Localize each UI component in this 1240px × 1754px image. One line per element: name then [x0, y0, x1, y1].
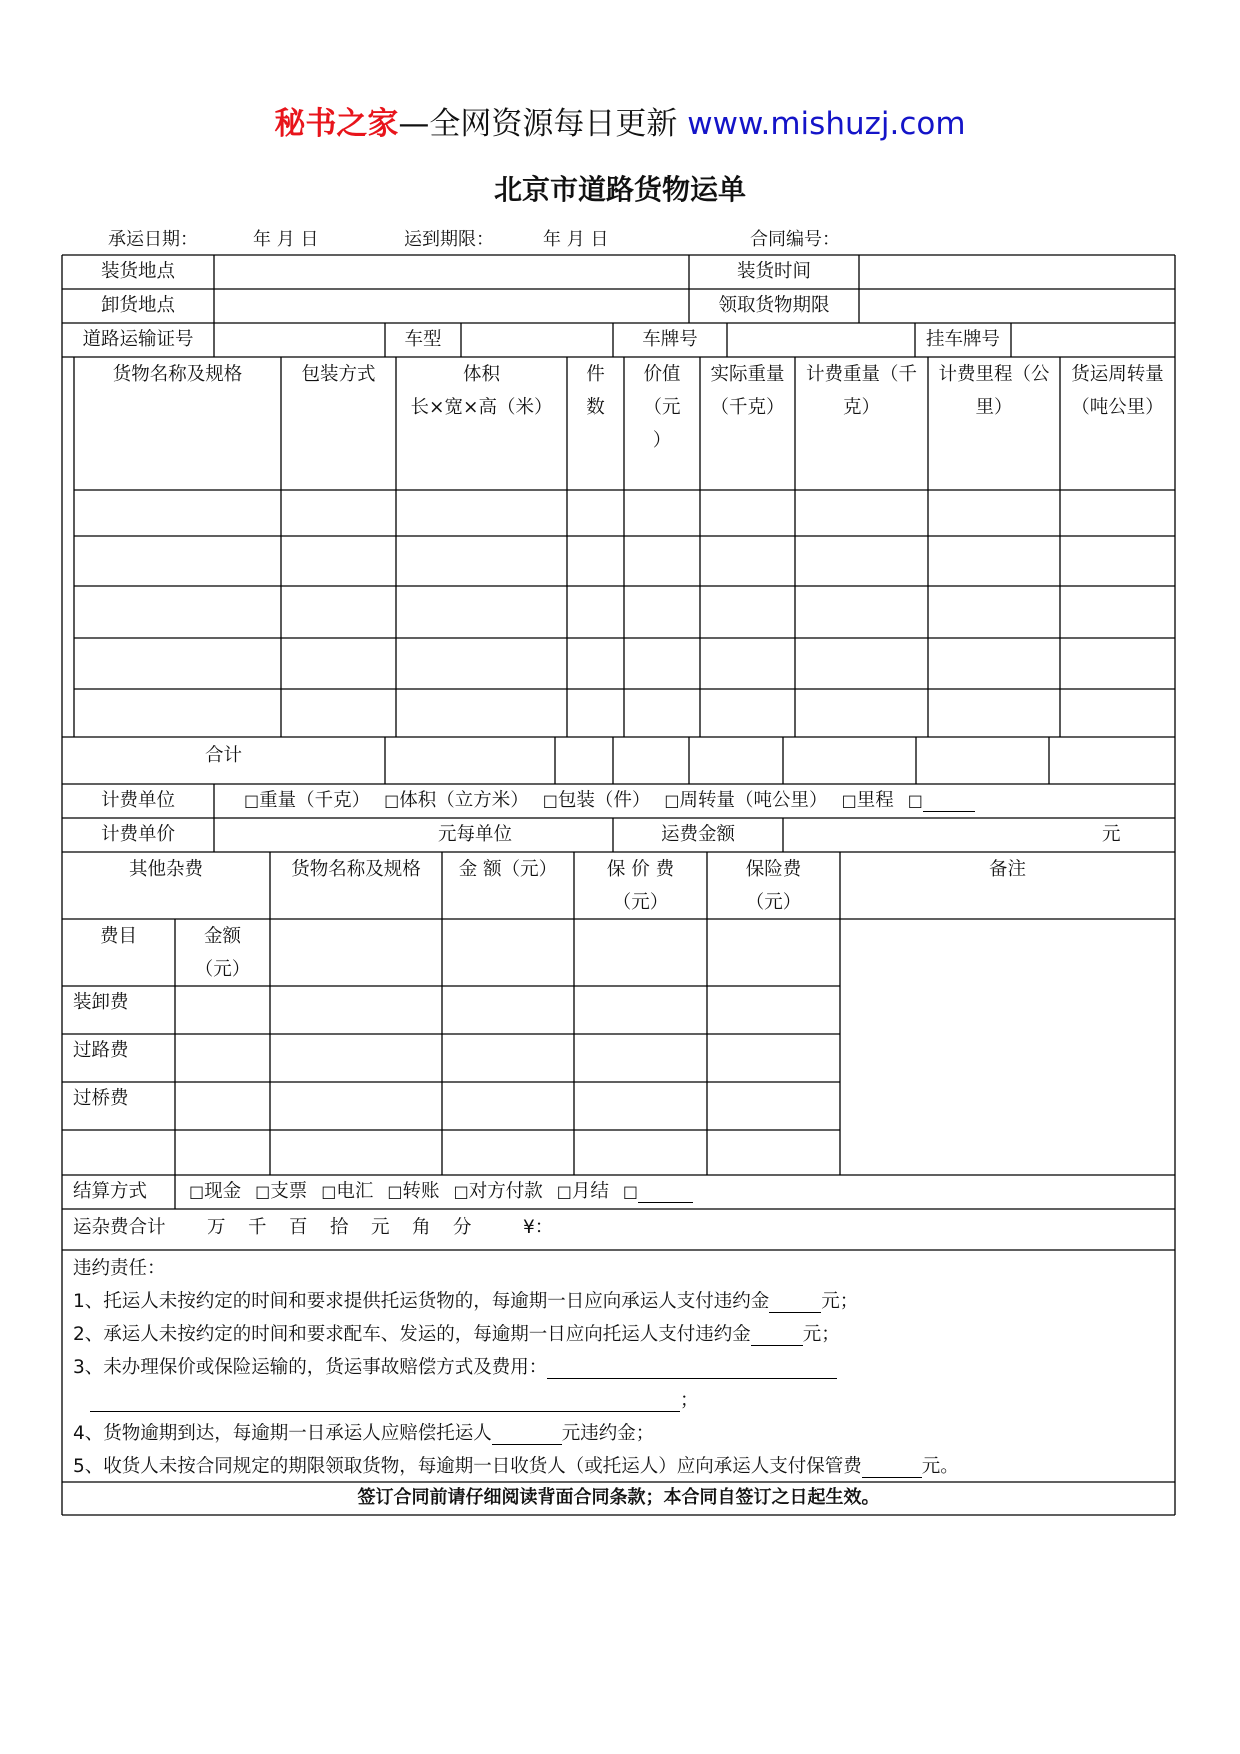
clause-1-text: 1、托运人未按约定的时间和要求提供托运货物的，每逾期一日应向承运人支付违约金	[73, 1291, 770, 1312]
settle-recipient-pays[interactable]	[454, 1177, 543, 1207]
valuation-fee-header: 保 价 费 （元）	[606, 859, 675, 913]
fee-bridge-toll: 过桥费	[73, 1088, 129, 1109]
arrival-deadline-field[interactable]: 年 月 日	[543, 229, 609, 250]
clause-1-suffix: 元；	[821, 1291, 859, 1312]
settle-other[interactable]	[623, 1177, 693, 1207]
option-weight-label: 重量（千克）	[259, 790, 371, 811]
clause-2-text: 2、承运人未按约定的时间和要求配车、发运的，每逾期一日应向托运人支付违约金	[73, 1324, 751, 1345]
checkbox-icon[interactable]: □	[907, 791, 923, 810]
option-volume[interactable]	[384, 786, 529, 816]
clause-5-blank[interactable]	[862, 1457, 922, 1478]
carry-date-label: 承运日期：	[108, 229, 198, 250]
checkbox-icon[interactable]: □	[556, 1182, 572, 1201]
plate-number-label: 车牌号	[642, 329, 698, 350]
checkbox-icon[interactable]: □	[664, 791, 680, 810]
settle-cash[interactable]	[189, 1177, 241, 1207]
clause-3-blank-line2[interactable]	[90, 1391, 680, 1412]
unit-price-unit: 元每单位	[438, 824, 513, 845]
liability-heading: 违约责任：	[73, 1258, 166, 1279]
pickup-deadline-label: 领取货物期限	[718, 295, 830, 316]
clause-4	[73, 1417, 959, 1450]
plate-number-field[interactable]	[728, 325, 914, 355]
load-time-field[interactable]	[860, 257, 1174, 287]
settle-transfer[interactable]	[387, 1177, 439, 1207]
checkbox-icon[interactable]: □	[321, 1182, 337, 1201]
clause-5-text: 5、收货人未按合同规定的期限领取货物，每逾期一日收货人（或托运人）应向承运人支付保管费	[73, 1456, 862, 1477]
settle-wire-label: 电汇	[336, 1181, 374, 1202]
liability-section	[73, 1252, 959, 1483]
clause-2	[73, 1318, 959, 1351]
turnover-header: 货运周转量 （吨公里）	[1071, 364, 1164, 418]
clause-4-suffix: 元违约金；	[561, 1423, 655, 1444]
vehicle-type-field[interactable]	[462, 325, 612, 355]
settle-other-blank[interactable]	[638, 1182, 693, 1203]
clause-2-suffix: 元；	[802, 1324, 840, 1345]
checkbox-icon[interactable]: □	[453, 1182, 469, 1201]
settle-check[interactable]	[255, 1177, 307, 1207]
unit-jiao: 角	[412, 1217, 431, 1238]
yen-sign: ¥：	[523, 1217, 554, 1238]
settle-monthly-label: 月结	[571, 1181, 609, 1202]
checkbox-icon[interactable]: □	[255, 1182, 271, 1201]
trailer-plate-label: 挂车牌号	[925, 329, 1000, 350]
checkbox-icon[interactable]: □	[387, 1182, 403, 1201]
settle-monthly[interactable]	[557, 1177, 609, 1207]
unload-place-label: 卸货地点	[100, 295, 175, 316]
site-url-link[interactable]: www.mishuzj.com	[687, 106, 966, 142]
billed-mileage-header: 计费里程（公 里）	[938, 364, 1050, 418]
settlement-options	[189, 1177, 707, 1207]
settle-check-label: 支票	[270, 1181, 308, 1202]
grand-total-units	[207, 1213, 553, 1243]
fee-item-header: 费目	[99, 926, 137, 947]
remarks-header: 备注	[988, 859, 1026, 880]
goods-name-header: 货物名称及规格	[112, 364, 243, 385]
unit-price-label: 计费单价	[100, 824, 175, 845]
option-other-blank[interactable]	[923, 791, 975, 812]
page-title: 北京市道路货物运单	[493, 173, 746, 206]
settlement-label: 结算方式	[73, 1181, 148, 1202]
load-time-label: 装货时间	[736, 261, 811, 282]
total-label: 合计	[204, 745, 242, 766]
fee-goods-name-header: 货物名称及规格	[291, 859, 421, 880]
freight-amount-label: 运费金额	[660, 824, 735, 845]
brand-name: 秘书之家	[274, 106, 399, 142]
carry-date-field[interactable]: 年 月 日	[253, 229, 319, 250]
option-volume-label: 体积（立方米）	[399, 790, 529, 811]
checkbox-icon[interactable]: □	[244, 791, 260, 810]
fee-road-toll: 过路费	[73, 1040, 129, 1061]
actual-weight-header: 实际重量 （千克）	[710, 364, 785, 418]
settle-recipient-pays-label: 对方付款	[468, 1181, 543, 1202]
clause-4-text: 4、货物逾期到达，每逾期一日承运人应赔偿托运人	[73, 1423, 492, 1444]
transport-cert-field[interactable]	[215, 325, 384, 355]
clause-1	[73, 1285, 959, 1318]
checkbox-icon[interactable]: □	[189, 1182, 205, 1201]
unit-shi: 拾	[330, 1217, 349, 1238]
clause-3-suffix: ；	[680, 1390, 699, 1411]
fee-loading: 装卸费	[73, 992, 129, 1013]
option-other[interactable]	[908, 786, 975, 816]
fee-amount-header: 金 额（元）	[458, 859, 558, 880]
clause-5	[73, 1450, 959, 1483]
trailer-plate-field[interactable]	[1012, 325, 1174, 355]
option-package[interactable]	[543, 786, 651, 816]
option-mileage[interactable]	[842, 786, 894, 816]
clause-5-suffix: 元。	[921, 1456, 959, 1477]
clause-4-blank[interactable]	[492, 1424, 562, 1445]
pieces-header: 件 数	[586, 364, 605, 418]
clause-3-text: 3、未办理保价或保险运输的，货运事故赔偿方式及费用：	[73, 1357, 548, 1378]
settle-cash-label: 现金	[204, 1181, 242, 1202]
unit-qian: 千	[248, 1217, 267, 1238]
footer-note: 签订合同前请仔细阅读背面合同条款；本合同自签订之日起生效。	[357, 1487, 880, 1508]
option-turnover-label: 周转量（吨公里）	[679, 790, 828, 811]
option-turnover[interactable]	[664, 786, 827, 816]
clause-3-blank[interactable]	[547, 1358, 837, 1379]
fee-item-amount-header: 金额 （元）	[194, 926, 251, 980]
unload-place-field[interactable]	[215, 291, 688, 321]
insurance-fee-header: 保险费 （元）	[745, 859, 802, 913]
unit-wan: 万	[207, 1217, 226, 1238]
billing-unit-options	[244, 786, 989, 816]
clause-3	[73, 1351, 959, 1384]
checkbox-icon[interactable]: □	[542, 791, 558, 810]
misc-fees-header: 其他杂费	[128, 859, 203, 880]
arrival-deadline-label: 运到期限：	[404, 229, 494, 250]
settle-transfer-label: 转账	[402, 1181, 440, 1202]
unit-yuan: 元	[371, 1217, 390, 1238]
billed-weight-header: 计费重量（千 克）	[805, 364, 917, 418]
clause-3-continued	[73, 1384, 959, 1417]
contract-number-label: 合同编号：	[750, 229, 840, 250]
settle-wire[interactable]	[321, 1177, 373, 1207]
banner-tagline: —全网资源每日更新	[398, 106, 688, 142]
option-mileage-label: 里程	[856, 790, 894, 811]
unit-bai: 百	[289, 1217, 308, 1238]
clause-2-blank[interactable]	[751, 1325, 803, 1346]
grand-total-label: 运杂费合计	[73, 1217, 166, 1238]
checkbox-icon[interactable]: □	[622, 1182, 638, 1201]
unit-fen: 分	[453, 1217, 472, 1238]
pickup-deadline-field[interactable]	[860, 291, 1174, 321]
freight-amount-unit: 元	[1102, 824, 1121, 845]
load-place-label: 装货地点	[100, 261, 175, 282]
checkbox-icon[interactable]: □	[841, 791, 857, 810]
volume-header: 体积 长×宽×高（米）	[410, 364, 553, 418]
clause-1-blank[interactable]	[769, 1292, 821, 1313]
transport-cert-label: 道路运输证号	[82, 329, 194, 350]
value-header: 价值 （元 ）	[643, 364, 681, 451]
billing-unit-label: 计费单位	[100, 790, 175, 811]
vehicle-type-label: 车型	[404, 329, 442, 350]
packaging-header: 包装方式	[301, 364, 376, 385]
load-place-field[interactable]	[215, 257, 688, 287]
option-package-label: 包装（件）	[557, 790, 651, 811]
checkbox-icon[interactable]: □	[384, 791, 400, 810]
option-weight[interactable]	[244, 786, 370, 816]
